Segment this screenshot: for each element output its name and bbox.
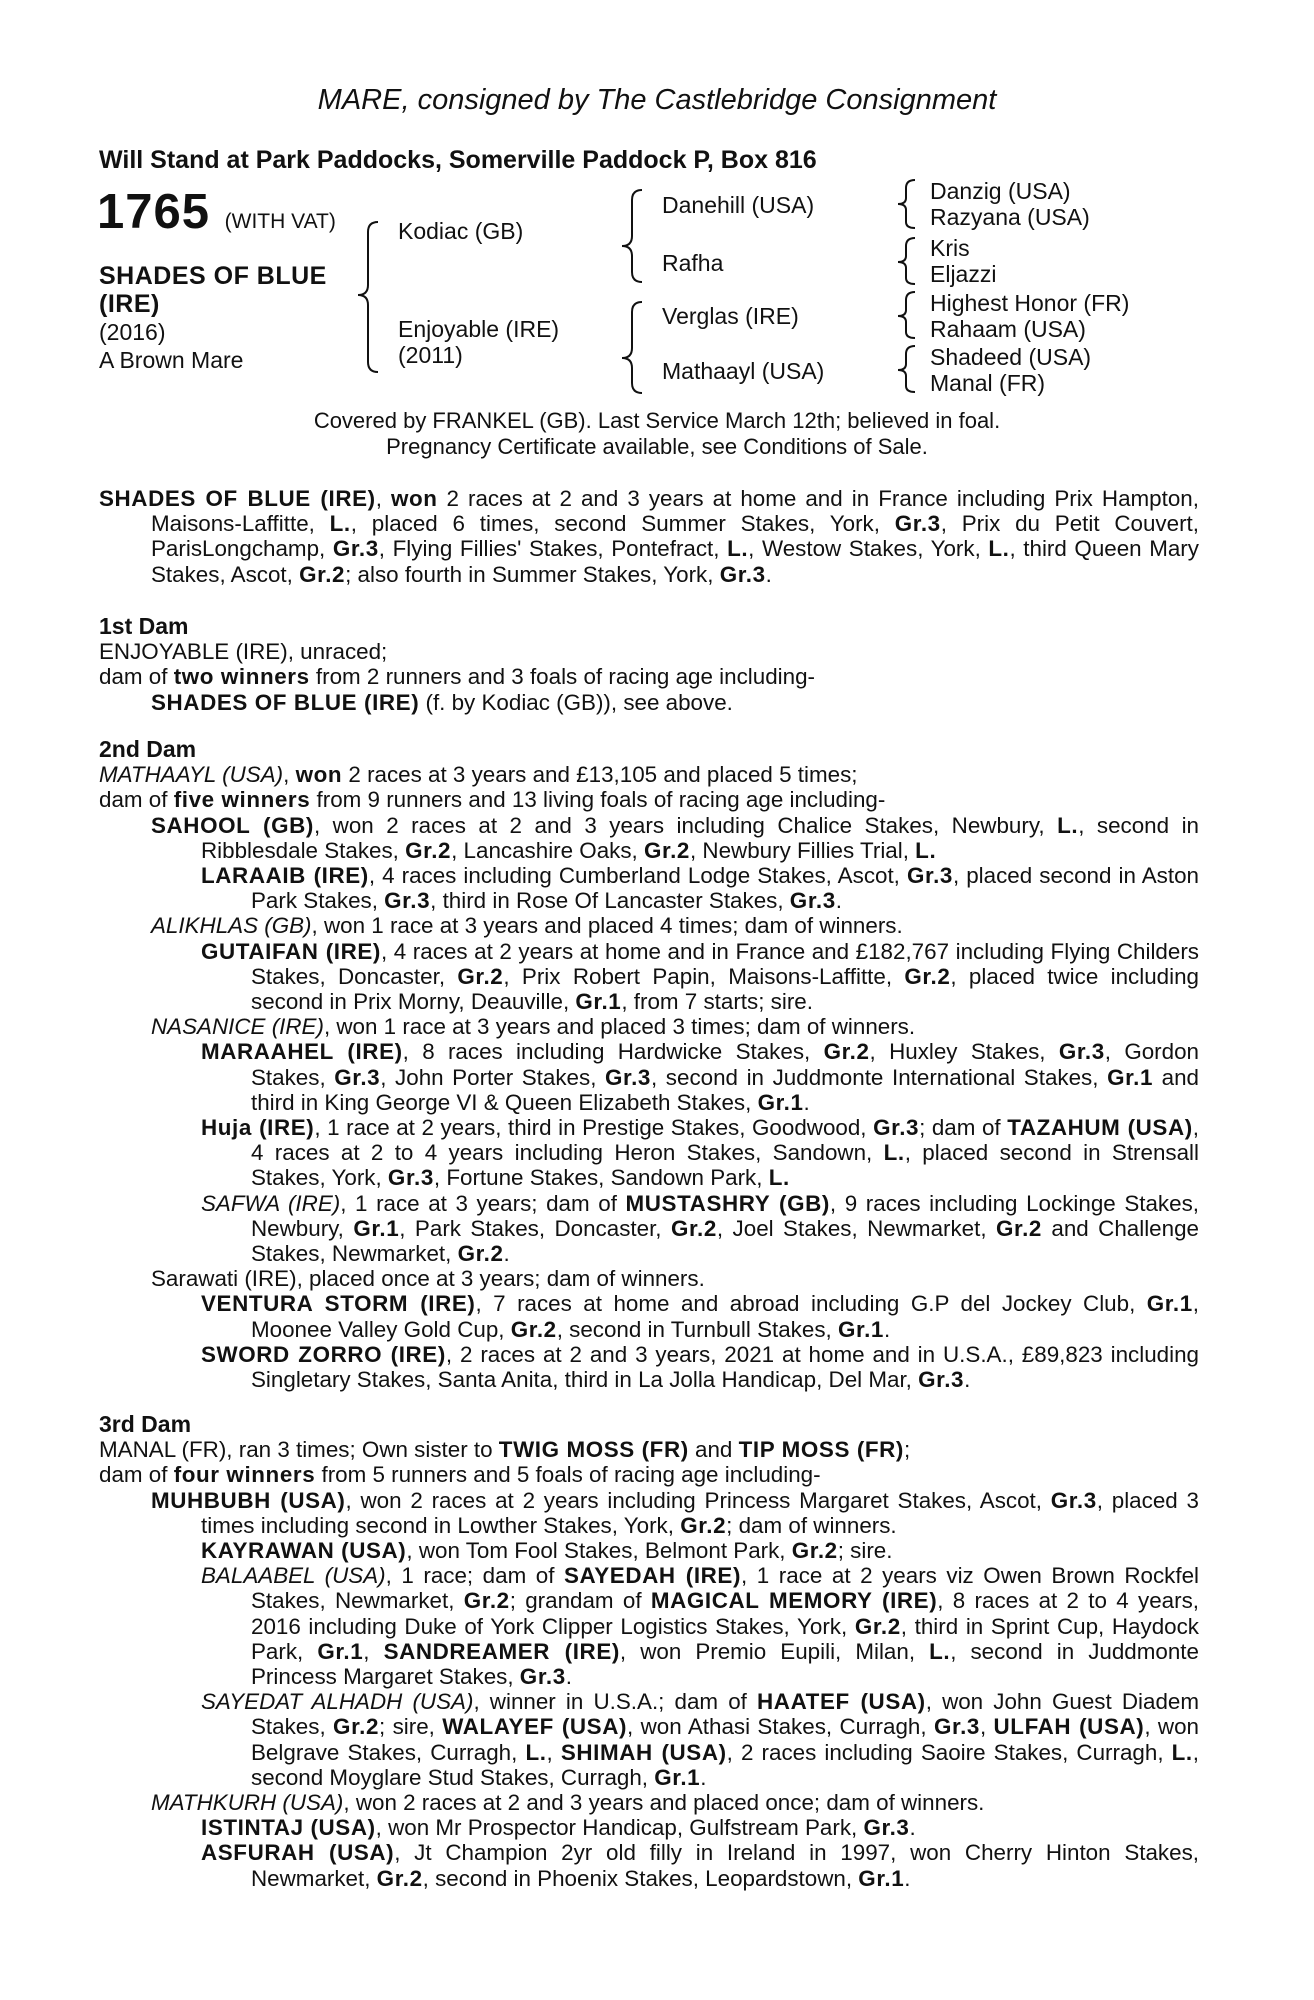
text: , second in Ribblesdale Stakes, [201,812,1200,863]
text: , John Porter Stakes, [380,1064,606,1090]
horse-name: SHADES OF BLUE [99,262,327,290]
progeny-name: SANDREAMER (IRE) [383,1638,620,1664]
grade-label: Gr.1 [1107,1064,1154,1090]
grade-label: Gr.3 [334,1064,381,1090]
text: and third in King George VI & Queen Elizabeth Stakes, [251,1064,1199,1115]
grade-label: Gr.2 [457,963,504,989]
race-text: , Westow Stakes, York, [748,536,989,562]
grade-label: Gr.1 [757,1089,804,1115]
text: 2 races at 3 years and £13,105 and placed 5 times; [342,762,858,788]
text: , third in Sprint Cup, Haydock Park, [251,1613,1200,1664]
text: dam of [99,664,174,690]
text: , Prix Robert Papin, Maisons-Laffitte, [503,963,905,989]
progeny-name: ULFAH (USA) [993,1714,1145,1740]
grade-label: Gr.2 [670,1215,717,1241]
progeny-name: LARAAIB (IRE) [201,863,369,889]
listed-label: L. [915,837,937,863]
grade-label: Gr.1 [1146,1291,1193,1317]
third-dam-heading: 3rd Dam [99,1411,192,1437]
relative-name: TWIG MOSS (FR) [498,1437,689,1463]
text: , won 2 races at 2 and 3 years including Chalice Stakes, Newbury, [313,812,1058,838]
listed-label: L. [1057,812,1079,838]
grade-label: Gr.3 [863,1815,910,1841]
progeny-name: VENTURA STORM (IRE) [201,1291,476,1317]
grade-label: Gr.3 [387,1165,434,1191]
grade-label: Gr.3 [719,561,766,587]
pedigree-g7: Shadeed (USA) [930,344,1092,370]
grade-label: Gr.2 [405,837,452,863]
progeny-name: ALIKHLAS (GB) [151,913,312,939]
text: , placed 3 times including second in Lowther Stakes, York, [201,1487,1199,1538]
listed-label: L. [883,1140,905,1166]
text: , second Moyglare Stud Stakes, Curragh, [251,1739,1199,1790]
grade-label: Gr.3 [894,511,941,537]
text: , placed second in Aston Park Stakes, [251,863,1199,914]
grade-label: Gr.1 [317,1638,364,1664]
race-text: , Flying Fillies' Stakes, Pontefract, [378,536,728,562]
grade-label: Gr.2 [791,1538,838,1564]
text: , won 1 race at 3 years and placed 3 times; dam of winners. [323,1014,916,1040]
grade-label: Gr.3 [873,1115,920,1141]
race-text: . [765,561,772,587]
text: , from 7 starts; sire. [621,989,813,1015]
sarawati-line: Sarawati (IRE), placed once at 3 years; dam of winners. [151,1266,705,1292]
listed-label: L. [768,1165,790,1191]
text: , [363,1638,384,1664]
first-dam-section [99,612,1199,715]
grade-label: Gr.2 [333,1714,380,1740]
grade-label: Gr.3 [332,536,379,562]
progeny-name: SAYEDAT ALHADH (USA) [201,1689,474,1715]
grade-label: Gr.2 [299,561,346,587]
covered-note [0,408,1314,460]
text: , 1 race at 3 years; dam of [340,1190,626,1216]
progeny-name: MARAAHEL (IRE) [201,1039,403,1065]
text: , Joel Stakes, Newmarket, [716,1215,996,1241]
progeny-name: SAHOOL (GB) [151,812,314,838]
winners-count: four winners [173,1462,316,1488]
text: , winner in U.S.A.; dam of [473,1689,758,1715]
text: ; sire, [379,1714,443,1740]
pedigree-g3: Kris [930,235,970,261]
race-text: , third Queen Mary Stakes, Ascot, [151,536,1199,587]
listed-label: L. [525,1739,547,1765]
text: , 4 races at 2 years at home and in France and £182,767 including Flying Childers Stakes, Doncaster, [251,938,1199,989]
grade-label: Gr.1 [654,1764,701,1790]
text: and Challenge Stakes, Newmarket, [251,1215,1199,1267]
covered-line-2: Pregnancy Certificate available, see Conditions of Sale. [386,434,928,459]
race-text: ; also fourth in Summer Stakes, York, [345,561,720,587]
race-text: , placed 6 times, second Summer Stakes, York, [350,511,895,537]
progeny-name: SAYEDAH (IRE) [564,1563,742,1589]
text: , won Athasi Stakes, Curragh, [627,1714,934,1740]
text: , won 2 races at 2 and 3 years and placed once; dam of winners. [343,1790,985,1816]
text: ; [903,1437,911,1463]
first-dam-progeny [99,690,1199,715]
third-dam-section: 3rd Dam MANAL (FR), ran 3 times; Own sister to TWIG MOSS (FR) and TIP MOSS (FR); dam of four winners from 5 runners and 5 foals of racing age including- MUHBUBH (USA), won 2 races at 2 years including Princess Margaret Stakes, Ascot, Gr.3, placed 3 times including second in Lowther Stakes, York, Gr.2; dam of winners. KAYRAWAN (USA), won Tom Fool Stakes, Belmont Park, Gr.2; sire. BALAABEL (USA), 1 race; dam of SAYEDAH (IRE), 1 race at 2 years viz Owen Brown Rockfel Stakes, Newmarket, Gr.2; grandam of MAGICAL MEMORY (IRE), 8 races at 2 to 4 years, 2016 including Duke of York Clipper Logistics Stakes, York, Gr.2, third in Sprint Cup, Haydock Park, Gr.1, SANDREAMER (IRE), won Premio Eupili, Milan, L., second in Juddmonte Princess Margaret Stakes, Gr.3. SAYEDAT ALHADH (USA), winner in U.S.A.; dam of HAATEF (USA), won John Guest Diadem Stakes, Gr.2; sire, WALAYEF (USA), won Athasi Stakes, Curragh, Gr.3, ULFAH (USA), won Belgrave Stakes, Curragh, L., SHIMAH (USA), 2 races including Saoire Stakes, Curragh, L., second Moyglare Stud Stakes, Curragh, Gr.1. MATHKURH (USA), won 2 races at 2 and 3 years and placed once; dam of winners. ISTINTAJ (USA), won Mr Prospector Handicap, Gulfstream Park, Gr.3. ASFURAH (USA), Jt Champion 2yr old filly in Ireland in 1997, won Cherry Hinton Stakes, Newmarket, Gr.2, second in Phoenix Stakes, Leopardstown, Gr.1. [99,1411,1200,1891]
text: from 9 runners and 13 living foals of racing age including- [310,787,886,813]
pedigree-g4: Eljazzi [930,261,997,287]
pedigree-sire-sire: Danehill (USA) [662,192,815,218]
grade-label: Gr.1 [858,1865,905,1891]
text: dam of [99,787,174,813]
text: , placed twice including second in Prix Morny, Deauville, [251,963,1199,1015]
listed-label: L. [988,536,1010,562]
race-text: 2 races at 2 and 3 years at home and in France including Prix Hampton, Maisons-Laffitte, [151,486,1199,537]
text: ; grandam of [509,1588,651,1614]
text: , won John Guest Diadem Stakes, [251,1689,1199,1740]
text: , won Premio Eupili, Milan, [619,1638,930,1664]
grade-label: Gr.2 [510,1316,557,1342]
race-record: SHADES OF BLUE (IRE), won 2 races at 2 and 3 years at home and in France including Prix Hampton, Maisons-Laffitte, L., placed 6 times, second Summer Stakes, York, Gr.3, Prix du Petit Couvert, ParisLongchamp, Gr.3, Flying Fillies' Stakes, Pontefract, L., Westow Stakes, York, L., third Queen Mary Stakes, Ascot, Gr.2; also fourth in Summer Stakes, York, Gr.3. [99,486,1199,587]
text: , [979,1714,994,1740]
progeny-name: MUSTASHRY (GB) [625,1190,830,1216]
progeny-name: NASANICE (IRE) [151,1014,324,1040]
second-dam-section: 2nd Dam MATHAAYL (USA), won 2 races at 3 years and £13,105 and placed 5 times; dam of five winners from 9 runners and 13 living foals of racing age including- SAHOOL (GB), won 2 races at 2 and 3 years including Chalice Stakes, Newbury, L., second in Ribblesdale Stakes, Gr.2, Lancashire Oaks, Gr.2, Newbury Fillies Trial, L. LARAAIB (IRE), 4 races including Cumberland Lodge Stakes, Ascot, Gr.3, placed second in Aston Park Stakes, Gr.3, third in Rose Of Lancaster Stakes, Gr.3. ALIKHLAS (GB), won 1 race at 3 years and placed 4 times; dam of winners. GUTAIFAN (IRE), 4 races at 2 years at home and in France and £182,767 including Flying Childers Stakes, Doncaster, Gr.2, Prix Robert Papin, Maisons-Laffitte, Gr.2, placed twice including second in Prix Morny, Deauville, Gr.1, from 7 starts; sire. NASANICE (IRE), won 1 race at 3 years and placed 3 times; dam of winners. MARAAHEL (IRE), 8 races including Hardwicke Stakes, Gr.2, Huxley Stakes, Gr.3, Gordon Stakes, Gr.3, John Porter Stakes, Gr.3, second in Juddmonte International Stakes, Gr.1 and third in King George VI & Queen Elizabeth Stakes, Gr.1. Huja (IRE), 1 race at 2 years, third in Prestige Stakes, Goodwood, Gr.3; dam of TAZAHUM (USA), 4 races at 2 to 4 years including Heron Stakes, Sandown, L., placed second in Strensall Stakes, York, Gr.3, Fortune Stakes, Sandown Park, L. SAFWA (IRE), 1 race at 3 years; dam of MUSTASHRY (GB), 9 races including Lockinge Stakes, Newbury, Gr.1, Park Stakes, Doncaster, Gr.2, Joel Stakes, Newmarket, Gr.2 and Challenge Stakes, Newmarket, Gr.2. Sarawati (IRE), placed once at 3 years; dam of winners. VENTURA STORM (IRE), 7 races at home and abroad including G.P del Jockey Club, Gr.1, Moonee Valley Gold Cup, Gr.2, second in Turnbull Stakes, Gr.1. SWORD ZORRO (IRE), 2 races at 2 and 3 years, 2021 at home and in U.S.A., £89,823 including Singletary Stakes, Santa Anita, third in La Jolla Handicap, Del Mar, Gr.3. [99,736,1200,1393]
grade-label: Gr.3 [918,1367,965,1393]
pedigree-dam-sire: Verglas (IRE) [662,303,799,329]
text: , 2 races including Saoire Stakes, Curragh, [726,1739,1172,1765]
text: , 9 races including Lockinge Stakes, Newbury, [251,1190,1199,1241]
grade-label: Gr.2 [854,1613,901,1639]
text: , 4 races at 2 to 4 years including Heron Stakes, Sandown, [251,1115,1200,1166]
text: (f. by Kodiac (GB)), see above. [419,689,733,715]
text: , second in Juddmonte Princess Margaret Stakes, [251,1638,1199,1690]
text: , 8 races including Hardwicke Stakes, [402,1039,824,1065]
text: , 1 race at 2 years viz Owen Brown Rockfel Stakes, Newmarket, [251,1563,1200,1614]
pedigree-dam-year: (2011) [398,342,463,368]
progeny-name: KAYRAWAN (USA) [201,1538,407,1564]
text: dam of [99,1462,174,1488]
pedigree-dam: Enjoyable (IRE) [398,316,560,342]
text: , Gordon Stakes, [251,1039,1199,1090]
progeny-name: MUHBUBH (USA) [151,1487,346,1513]
text: , won Mr Prospector Handicap, Gulfstream Park, [375,1815,864,1841]
text: , won 1 race at 3 years and placed 4 times; dam of winners. [311,913,903,939]
pedigree-g2: Razyana (USA) [930,204,1090,230]
winners-count: two winners [173,664,310,690]
text: , [546,1739,561,1765]
grade-label: Gr.2 [376,1865,423,1891]
pedigree-sire-dam: Rafha [662,250,724,276]
dam-name: MATHAAYL (USA) [99,762,284,788]
grade-label: Gr.3 [519,1664,566,1690]
grade-label: Gr.1 [353,1215,400,1241]
progeny-name: SHADES OF BLUE (IRE) [151,689,420,715]
text: , placed second in Strensall Stakes, York, [251,1140,1200,1191]
progeny-name: MAGICAL MEMORY (IRE) [650,1588,938,1614]
vat-note: (WITH VAT) [224,210,336,233]
pedigree-g5: Highest Honor (FR) [930,290,1130,316]
winners-count: five winners [173,787,311,813]
page-title: MARE, consigned by The Castlebridge Consignment [317,84,997,116]
text: , Newbury Fillies Trial, [689,837,916,863]
text: , second in Juddmonte International Stakes, [650,1064,1108,1090]
text: , third in Rose Of Lancaster Stakes, [430,888,790,914]
first-dam-line: ENJOYABLE (IRE), unraced; [99,639,388,665]
grade-label: Gr.3 [933,1714,980,1740]
grade-label: Gr.3 [605,1064,651,1090]
text: , second in Phoenix Stakes, Leopardstown, [422,1865,859,1891]
horse-name-country: (IRE) [99,290,160,318]
text: , Lancashire Oaks, [451,837,644,863]
second-dam-heading: 2nd Dam [99,736,197,762]
grade-label: Gr.3 [906,863,953,889]
listed-label: L. [329,511,351,537]
grade-label: Gr.2 [995,1215,1042,1241]
text: ; sire. [837,1538,893,1564]
race-record-horse: SHADES OF BLUE (IRE) [99,486,376,511]
text: , 4 races including Cumberland Lodge Stakes, Ascot, [368,863,907,889]
grade-label: Gr.2 [644,837,690,863]
listed-label: L. [929,1638,951,1664]
lot-number-value: 1765 [97,185,211,239]
grade-label: Gr.3 [1050,1487,1097,1513]
progeny-name: SHIMAH (USA) [560,1739,727,1765]
text: from 5 runners and 5 foals of racing age including- [315,1462,821,1488]
relative-name: TIP MOSS (FR) [738,1437,904,1463]
progeny-name: ASFURAH (USA) [201,1840,395,1866]
progeny-name: GUTAIFAN (IRE) [201,938,381,964]
text: MANAL (FR), ran 3 times; Own sister to [99,1437,499,1463]
text: , won Tom Fool Stakes, Belmont Park, [406,1538,792,1564]
progeny-name: MATHKURH (USA) [151,1790,344,1816]
progeny-name: SAFWA (IRE) [201,1190,341,1216]
grade-label: Gr.2 [463,1588,510,1614]
pedigree-g1: Danzig (USA) [930,178,1071,204]
text: , won Belgrave Stakes, Curragh, [251,1714,1199,1765]
text: , 8 races at 2 to 4 years, 2016 including Duke of York Clipper Logistics Stakes, York, [251,1588,1199,1639]
horse-description: A Brown Mare [99,347,244,373]
text: , second in Turnbull Stakes, [556,1316,838,1342]
pedigree-dam-dam: Mathaayl (USA) [662,358,825,384]
text: , Moonee Valley Gold Cup, [251,1291,1199,1342]
text: , won 2 races at 2 years including Princess Margaret Stakes, Ascot, [345,1487,1051,1513]
listed-label: L. [727,536,749,562]
pedigree-braces [0,0,1314,400]
progeny-name: WALAYEF (USA) [442,1714,628,1740]
progeny-name: ISTINTAJ (USA) [201,1815,376,1841]
race-text: , Prix du Petit Couvert, ParisLongchamp, [151,511,1199,562]
grade-label: Gr.3 [384,888,431,914]
text: , Huxley Stakes, [869,1039,1059,1065]
progeny-name: Huja (IRE) [201,1115,315,1141]
pedigree-g6: Rahaam (USA) [930,316,1086,342]
grade-label: Gr.2 [457,1241,504,1267]
grade-label: Gr.2 [680,1512,727,1538]
grade-label: Gr.1 [575,989,622,1015]
grade-label: Gr.3 [1058,1039,1105,1065]
grade-label: Gr.2 [823,1039,870,1065]
pedigree-sire: Kodiac (GB) [398,218,524,244]
text: , Jt Champion 2yr old filly in Ireland in 1997, won Cherry Hinton Stakes, Newmarket, [251,1840,1199,1891]
grade-label: Gr.3 [789,888,836,914]
listed-label: L. [1171,1739,1193,1765]
text: , 7 races at home and abroad including G.P del Jockey Club, [475,1291,1147,1317]
text: from 2 runners and 3 foals of racing age including- [309,664,815,690]
text: , 1 race; dam of [385,1563,565,1589]
text: , Fortune Stakes, Sandown Park, [433,1165,769,1191]
horse-year: (2016) [99,319,166,345]
text: ; dam of [919,1115,1001,1141]
first-dam-heading: 1st Dam [99,613,189,639]
first-dam-produce [99,664,1199,689]
progeny-name: BALAABEL (USA) [201,1563,386,1589]
won-label: won [295,762,343,788]
grade-label: Gr.2 [904,963,951,989]
progeny-name: HAATEF (USA) [757,1689,926,1715]
text: , 1 race at 2 years, third in Prestige Stakes, Goodwood, [314,1115,874,1141]
covered-line-1: Covered by FRANKEL (GB). Last Service March 12th; believed in foal. [313,408,1001,433]
text: ; dam of winners. [726,1512,897,1538]
pedigree-g8: Manal (FR) [930,370,1046,396]
text: , 2 races at 2 and 3 years, 2021 at home and in U.S.A., £89,823 including Singletary Stakes, Santa Anita, third in La Jolla Handicap, Del Mar, [251,1341,1199,1393]
grade-label: Gr.1 [837,1316,884,1342]
progeny-name: TAZAHUM (USA) [1007,1115,1193,1141]
text: and [688,1437,739,1463]
progeny-name: SWORD ZORRO (IRE) [201,1341,446,1367]
text: , Park Stakes, Doncaster, [399,1215,671,1241]
stand-location: Will Stand at Park Paddocks, Somerville Paddock P, Box 816 [99,146,817,174]
won-label: won [390,486,438,511]
